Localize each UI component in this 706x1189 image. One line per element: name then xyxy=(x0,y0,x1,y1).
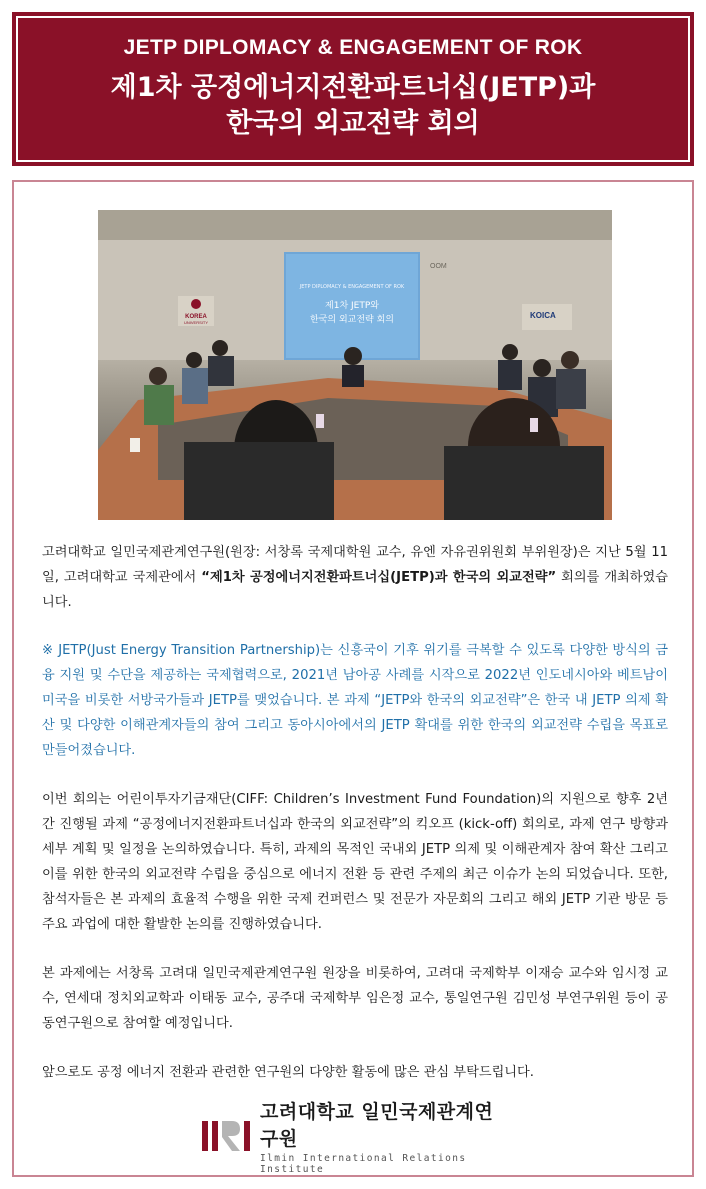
koica-logo-text: KOICA xyxy=(530,311,556,320)
room-sign-text: OOM xyxy=(430,263,447,270)
screen-text-2: 제1차 JETP와 xyxy=(325,301,379,311)
header-inner xyxy=(16,16,690,162)
screen-text-3: 한국의 외교전략 회의 xyxy=(310,315,394,325)
korea-university-emblem-icon xyxy=(191,299,201,309)
institute-logo xyxy=(202,1101,512,1175)
institute-name-english: Ilmin International Relations Institute xyxy=(260,1153,467,1175)
left-logo-text-1: KOREA xyxy=(185,314,207,320)
left-logo-text-2: UNIVERSITY xyxy=(183,320,209,325)
paragraph-jetp-note: ※ JETP(Just Energy Transition Partnership)는 신흥국이 기후 위기를 극복할 수 있도록 다양한 방식의 금융 지원 및 수단을 제공하는 국제협력으로, 2021년 남아공 사례를 시작으로 2022년 인도네시아와 베트남이 미국을 비롯한 서방국가들과 JETP를 맺었습니다. 본 과제 “JETP와 한국의 외교전략”은 한국 내 JETP 의제 확산 및 다양한 이해관계자들의 참여 그리고 동아시아에서의 JETP 확대를 위한 한국의 외교전략 수립을 목표로 만들어졌습니다. xyxy=(42,643,668,758)
article-card xyxy=(12,180,694,1177)
intro-text: 고려대학교 일민국제관계연구원(원장: 서창록 국제대학원 교수, 유엔 자유권위원회 부위원장)은 지난 5월 11일, 고려대학교 국제관에서 xyxy=(42,545,668,585)
screen-text-1: JETP DIPLOMACY & ENGAGEMENT OF ROK xyxy=(299,284,405,290)
paragraph-closing: 앞으로도 공정 에너지 전환과 관련한 연구원의 다양한 활동에 많은 관심 부탁드립니다. xyxy=(42,1065,534,1080)
paragraph-intro xyxy=(42,540,668,615)
institute-name-korean: 고려대학교 일민국제관계연구원 xyxy=(260,1101,494,1150)
meeting-photo-illustration xyxy=(98,210,612,520)
iri-logo-icon xyxy=(202,1119,252,1153)
intro-meeting-title: “제1차 공정에너지전환파트너십(JETP)과 한국의 외교전략” xyxy=(201,570,557,585)
intro-text-end: 회의를 개최하였습니다. xyxy=(42,570,669,610)
paragraph-meeting-details: 이번 회의는 어린이투자기금재단(CIFF: Children’s Investment Fund Foundation)의 지원으로 향후 2년간 진행될 과제 “공정에너지전환파트너십과 한국의 외교전략”의 킥오프 (kick-off) 회의로, 과제 연구 방향과 세부 계획 및 일정을 논의하였습니다. 특히, 과제의 목적인 국내외 JETP 의제 및 이해관계자 참여 확산 그리고 이를 위한 한국의 외교전략 수립을 중심으로 에너지 전환 등 관련 주제의 최근 이슈가 논의 되었습니다. 또한, 참석자들은 본 과제의 효율적 수행을 위한 국제 컨퍼런스 및 전문가 자문회의 그리고 해외 JETP 기관 방문 등 주요 과업에 대한 활발한 논의를 진행하였습니다. xyxy=(42,792,668,932)
header-korean-title-line1: 제1차 공정에너지전환파트너십(JETP)과 xyxy=(110,72,596,103)
header-english-title: JETP DIPLOMACY & ENGAGEMENT OF ROK xyxy=(123,36,583,59)
header-banner xyxy=(12,12,694,166)
meeting-photo xyxy=(98,210,612,520)
header-korean-title-line2: 한국의 외교전략 회의 xyxy=(226,108,480,139)
paragraph-researchers: 본 과제에는 서창록 고려대 일민국제관계연구원 원장을 비롯하여, 고려대 국제학부 이재승 교수와 임시정 교수, 연세대 정치외교학과 이태동 교수, 공주대 국제학부 임은정 교수, 통일연구원 김민성 부연구위원 등이 공동연구원으로 참여할 예정입니다. xyxy=(42,966,668,1031)
institute-logo-text xyxy=(260,1097,512,1175)
